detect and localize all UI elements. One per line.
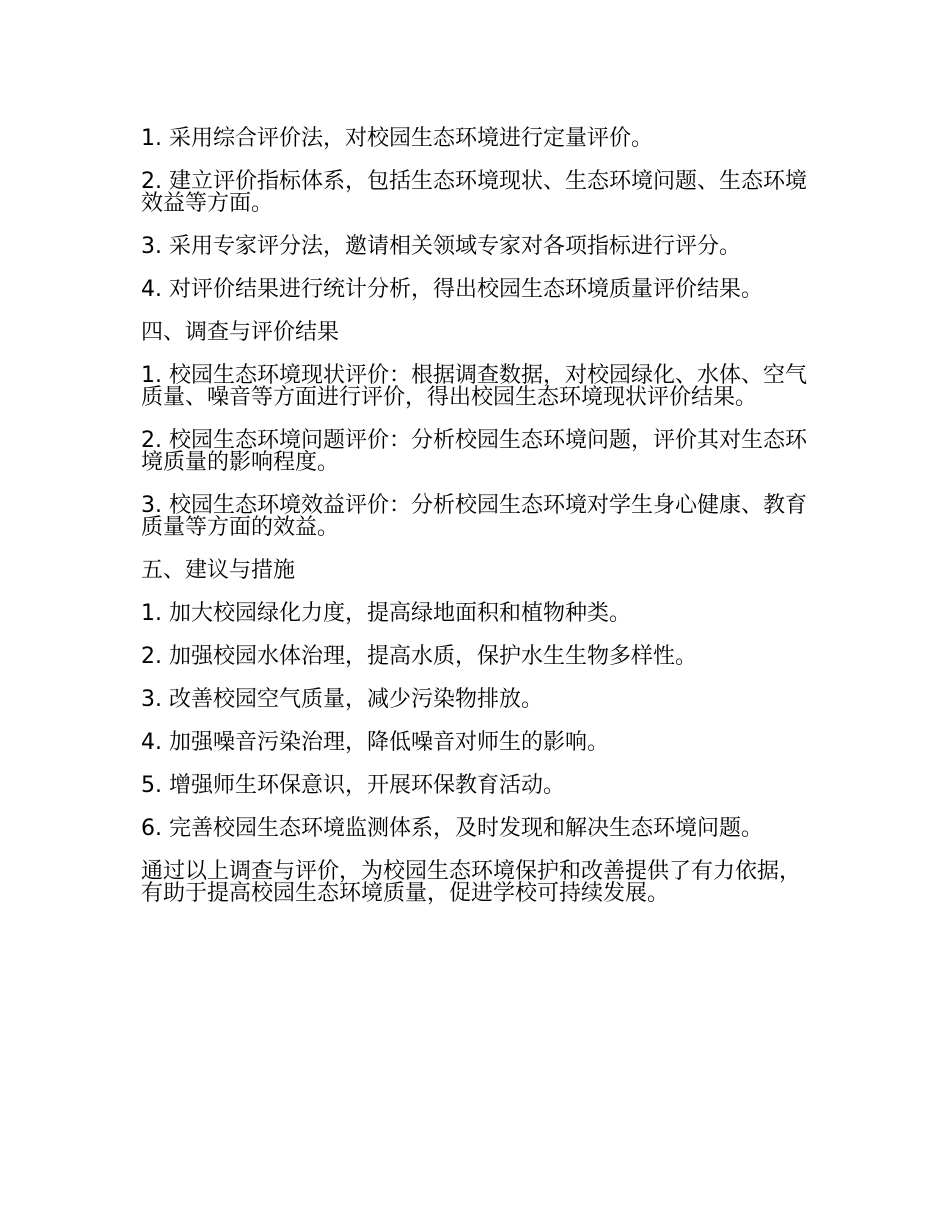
document-body: [141, 128, 813, 926]
method-item-2: 2. 建立评价指标体系，包括生态环境现状、生态环境问题、生态环境效益等方面。: [141, 169, 807, 216]
method-item-3: 3. 采用专家评分法，邀请相关领域专家对各项指标进行评分。: [141, 234, 741, 259]
method-item-4: 4. 对评价结果进行统计分析，得出校园生态环境质量评价结果。: [141, 277, 763, 302]
suggestion-item-3: 3. 改善校园空气质量，减少污染物排放。: [141, 687, 543, 712]
suggestion-item-1: 1. 加大校园绿化力度，提高绿地面积和植物种类。: [141, 601, 631, 626]
result-item-3: 3. 校园生态环境效益评价：分析校园生态环境对学生身心健康、教育质量等方面的效益。: [141, 493, 807, 540]
suggestion-item-2: 2. 加强校园水体治理，提高水质，保护水生生物多样性。: [141, 644, 697, 669]
section-heading-results: 四、调查与评价结果: [141, 320, 340, 345]
conclusion-paragraph: 通过以上调查与评价，为校园生态环境保护和改善提供了有力依据，有助于提高校园生态环境质量，促进学校可持续发展。: [141, 859, 802, 906]
method-item-1: 1. 采用综合评价法，对校园生态环境进行定量评价。: [141, 126, 653, 151]
suggestion-item-4: 4. 加强噪音污染治理，降低噪音对师生的影响。: [141, 730, 609, 755]
section-heading-suggestions: 五、建议与措施: [141, 558, 296, 583]
result-item-1: 1. 校园生态环境现状评价：根据调查数据，对校园绿化、水体、空气质量、噪音等方面进行评价，得出校园生态环境现状评价结果。: [141, 363, 807, 410]
suggestion-item-6: 6. 完善校园生态环境监测体系，及时发现和解决生态环境问题。: [141, 816, 763, 841]
result-item-2: 2. 校园生态环境问题评价：分析校园生态环境问题，评价其对生态环境质量的影响程度。: [141, 428, 807, 475]
suggestion-item-5: 5. 增强师生环保意识，开展环保教育活动。: [141, 773, 565, 798]
